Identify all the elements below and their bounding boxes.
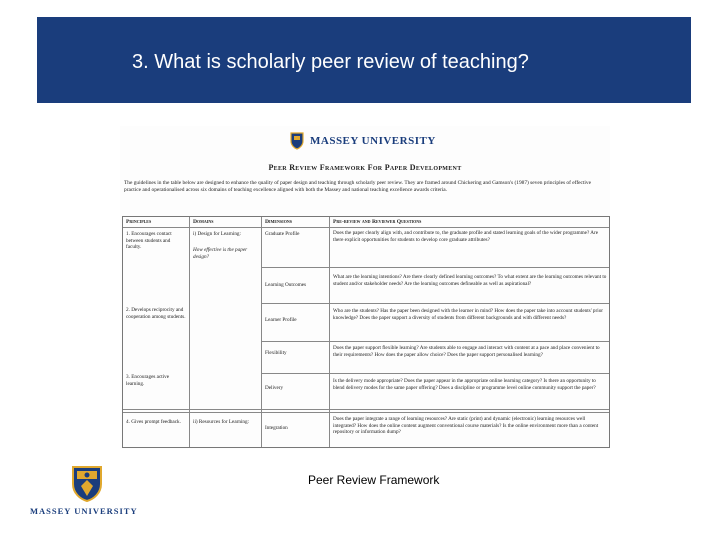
figure-caption: Peer Review Framework [308, 473, 440, 487]
dimension-flexibility: Flexibility [265, 350, 287, 356]
framework-table [122, 216, 610, 448]
dimension-delivery: Delivery [265, 385, 284, 391]
header-questions: Pre-review and Reviewer Questions [333, 219, 422, 225]
question-learning-outcomes: What are the learning intentions? Are there clearly defined learning outcomes? To what extent are the learning outcomes relevant to student and/or stakeholder needs? Are the learning outcomes defineable as well as aspirational? [333, 274, 607, 287]
domain-design-question: How effective is the paper design? [193, 247, 248, 260]
question-flexibility: Does the paper support flexible learning? Are students able to engage and interact with content at a pace and place convenient to their requirements? How does the paper allow choice? Does the paper support personalised learning? [333, 345, 600, 358]
document-logo [290, 132, 436, 150]
title-banner [37, 17, 691, 103]
crest-icon [70, 465, 104, 503]
header-dimensions: Dimensions [265, 219, 292, 225]
header-domains: Domains [193, 219, 214, 225]
principle-2: 2. Develops reciprocity and cooperation among students. [126, 307, 186, 320]
principle-3: 3. Encourages active learning. [126, 374, 170, 387]
question-delivery: Is the delivery mode appropriate? Does the paper appear in the appropriate online learning category? Is there an opportunity to blend delivery modes for the same paper offering? Does a discipline or programme level online community support the paper? [333, 378, 596, 391]
dimension-learning-outcomes: Learning Outcomes [265, 282, 307, 288]
dimension-learner-profile: Learner Profile [265, 317, 297, 323]
document-title: Peer Review Framework For Paper Development [268, 163, 462, 172]
logo-text: MASSEY UNIVERSITY [30, 506, 138, 516]
question-integration: Does the paper integrate a range of learning resources? Are static (print) and dynamic (electronic) learning resources well integrated? How does the online content augment conventional course materials? Is the online environment more than a content repository or information dump? [333, 416, 599, 435]
document-intro: The guidelines in the table below are designed to enhance the quality of paper design and teaching through scholarly peer review. They are framed around Chickering and Gamson's (1987) seven principles of effective practice and operationalised across six domains of teaching excellence aligned with both the Massey and national teaching excellence awards criteria. [124, 180, 591, 193]
dimension-integration: Integration [265, 425, 288, 431]
domain-design: i) Design for Learning: [193, 231, 241, 237]
dimension-graduate-profile: Graduate Profile [265, 231, 300, 237]
question-graduate-profile: Does the paper clearly align with, and contribute to, the graduate profile and stated learning goals of the wider programme? Are there explicit opportunities for students to develop core graduate attributes? [333, 230, 599, 243]
principle-1: 1. Encourages contact between students and faculty. [126, 231, 172, 250]
question-learner-profile: Who are the students? Has the paper been designed with the learner in mind? How does the paper take into account students' prior knowledge? Does the paper support a diversity of students from different backgrounds and with different needs? [333, 308, 604, 321]
crest-icon [290, 132, 304, 150]
framework-document-image [120, 126, 610, 449]
slide-title: 3. What is scholarly peer review of teaching? [132, 51, 529, 73]
principle-4: 4. Gives prompt feedback. [126, 419, 181, 425]
domain-resources: ii) Resources for Learning: [193, 419, 250, 425]
document-logo-text: MASSEY UNIVERSITY [310, 135, 436, 147]
header-principles: Principles [126, 219, 152, 225]
